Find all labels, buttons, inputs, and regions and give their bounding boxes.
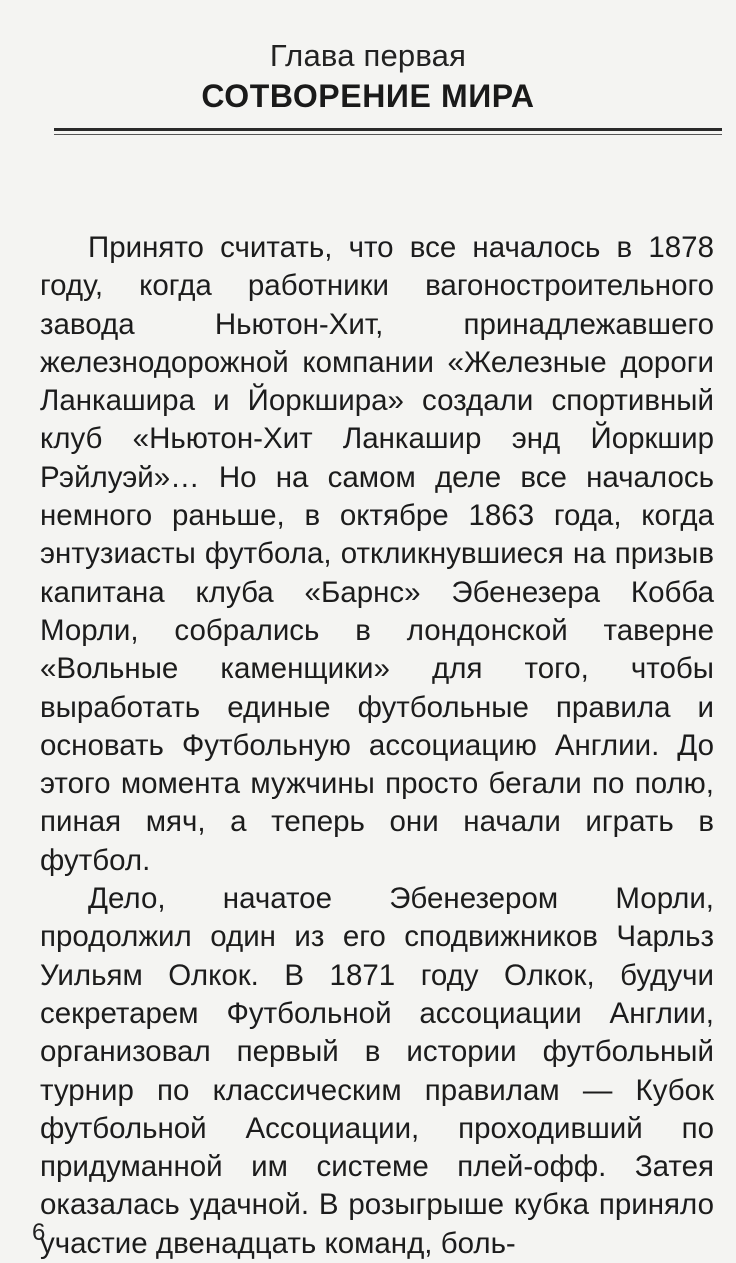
chapter-title: СОТВОРЕНИЕ МИРА — [201, 78, 535, 114]
paragraph-2: Дело, начатое Эбенезером Морли, продолжил один из его сподвижников Чарльз Уильям Олкок. В 1871 году Олкок, будучи секретарем Футбольной ассоциации Англии, организовал первый в истории футбольный турнир по классическим правилам — Кубок футбольной Ассоциации, проходивший по придуманной им системе плей-офф. Затея оказалась удачной. В розыгрыше кубка приняло участие двенадцать команд, боль- — [40, 882, 714, 1260]
chapter-divider-thin — [54, 134, 722, 135]
page-number: 6 — [32, 1219, 46, 1246]
paragraph-1: Принято считать, что все началось в 1878 году, когда работники вагоностроительного завода Ньютон-Хит, принадлежавшего железнодорожной компании «Железные дороги Ланкашира и Йоркшира» создали спортивный клуб «Ньютон-Хит Ланкашир энд Йоркшир Рэйлуэй»… Но на самом деле все началось немного раньше, в октябре 1863 года, когда энтузиасты футбола, откликнувшиеся на призыв капитана клуба «Барнс» Эбенезера Кобба Морли, собрались в лондонской таверне «Вольные каменщики» для того, чтобы выработать единые футбольные правила и основать Футбольную ассоциацию Англии. До этого момента мужчины просто бегали по полю, пиная мяч, а теперь они начали играть в футбол. — [40, 231, 714, 877]
chapter-label: Глава первая — [269, 38, 467, 73]
chapter-body — [40, 229, 714, 1263]
chapter-divider — [54, 128, 722, 131]
